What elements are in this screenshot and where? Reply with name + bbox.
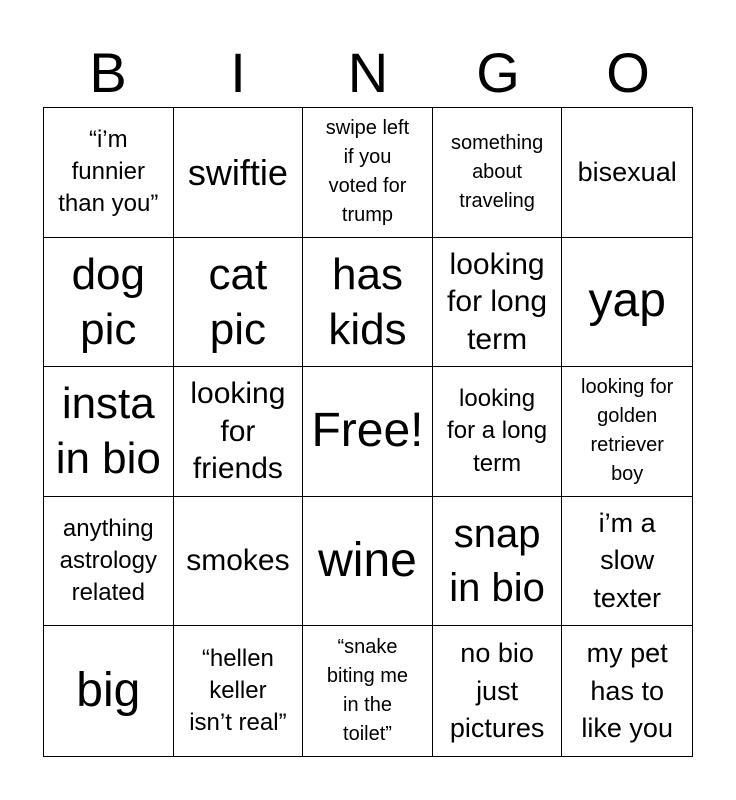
- header-letter-o: O: [606, 41, 650, 104]
- header-letter-n: N: [347, 41, 389, 104]
- bingo-cell-r1c2[interactable]: swiftie: [174, 108, 304, 238]
- bingo-cell-r2c2[interactable]: cat pic: [174, 238, 304, 368]
- bingo-cell-r4c4[interactable]: snap in bio: [433, 497, 563, 627]
- bingo-cell-r4c1[interactable]: anything astrology related: [44, 497, 174, 627]
- bingo-cell-r1c4[interactable]: something about traveling: [433, 108, 563, 238]
- bingo-header: [43, 38, 693, 108]
- bingo-cell-r5c5[interactable]: my pet has to like you: [581, 638, 673, 743]
- bingo-cell-free[interactable]: Free!: [303, 367, 433, 497]
- bingo-grid: [43, 107, 693, 757]
- bingo-cell-r5c3[interactable]: “snake biting me in the toilet”: [303, 626, 433, 756]
- bingo-cell-r1c1[interactable]: “i’m funnier than you”: [44, 108, 174, 238]
- bingo-cell-r1c3[interactable]: swipe left if you voted for trump: [303, 108, 433, 238]
- header-letter-g: G: [476, 41, 520, 104]
- bingo-cell-r4c5[interactable]: i’m a slow texter: [562, 497, 692, 627]
- bingo-cell-r5c4[interactable]: no bio just pictures: [433, 626, 563, 756]
- bingo-cell-r3c2[interactable]: looking for friends: [174, 367, 304, 497]
- bingo-cell-r2c3[interactable]: has kids: [303, 238, 433, 368]
- bingo-cell-r3c1[interactable]: insta in bio: [44, 367, 174, 497]
- bingo-cell-r2c4[interactable]: looking for long term: [433, 238, 563, 368]
- bingo-cell-r5c1[interactable]: big: [44, 626, 174, 756]
- bingo-cell-r1c5[interactable]: bisexual: [562, 108, 692, 238]
- bingo-cell-r4c3[interactable]: wine: [303, 497, 433, 627]
- bingo-cell-r3c4[interactable]: looking for a long term: [433, 367, 563, 497]
- bingo-cell-r4c2[interactable]: smokes: [174, 497, 304, 627]
- header-letter-i: I: [230, 41, 246, 104]
- bingo-cell-r2c5[interactable]: yap: [562, 238, 692, 368]
- bingo-cell-r5c2[interactable]: “hellen keller isn’t real”: [174, 626, 304, 756]
- bingo-cell-r2c1[interactable]: dog pic: [44, 238, 174, 368]
- bingo-cell-r3c5[interactable]: looking for golden retriever boy: [562, 367, 692, 497]
- header-letter-b: B: [89, 41, 127, 104]
